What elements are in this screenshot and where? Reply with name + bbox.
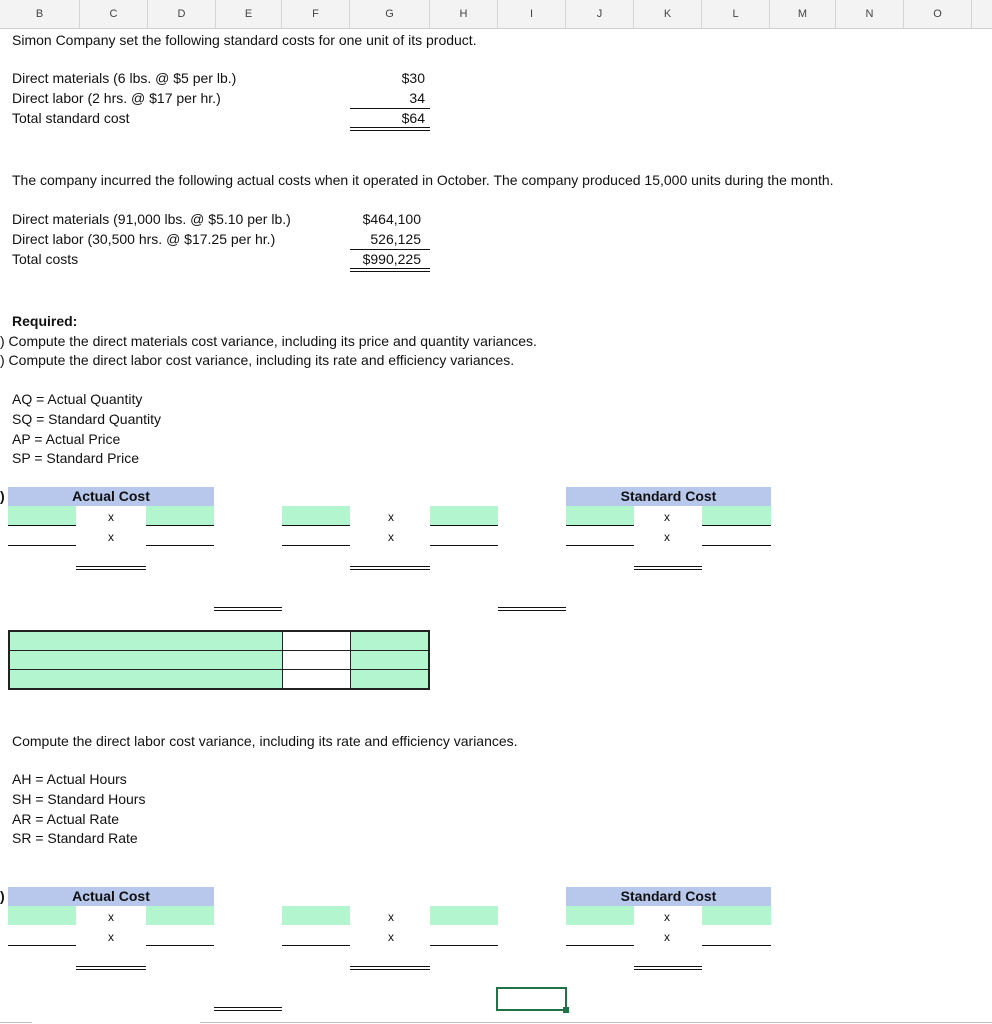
- input-sr[interactable]: [702, 906, 771, 925]
- input-aq-middle-underline: [282, 525, 350, 526]
- rate-variance-line: [214, 1007, 282, 1011]
- act-dl-value: 526,125: [370, 231, 421, 247]
- std-total-double-line: [350, 127, 430, 131]
- input-aq-middle[interactable]: [282, 506, 350, 525]
- times-sign: x: [388, 930, 394, 944]
- labor-actual-cost-header: Actual Cost: [8, 887, 214, 906]
- std-dl-value: 34: [409, 90, 425, 106]
- times-sign: x: [664, 930, 670, 944]
- input-sp-underline: [702, 525, 771, 526]
- labor-middle-total-line: [350, 966, 430, 970]
- column-header-e[interactable]: E: [216, 0, 282, 28]
- act-subtotal-line: [350, 249, 430, 250]
- intro-text: Simon Company set the following standard costs for one unit of its product.: [12, 32, 477, 48]
- times-sign: x: [664, 530, 670, 544]
- required-item-b: ) Compute the direct labor cost variance, including its rate and efficiency variances.: [0, 352, 515, 368]
- labor-row2-line: [702, 945, 771, 946]
- act-dm-value: $464,100: [362, 211, 421, 227]
- column-header-bar: [0, 0, 992, 29]
- legend-sr: SR = Standard Rate: [12, 830, 138, 846]
- input-ap-underline: [146, 525, 214, 526]
- standard-cost-total-line: [634, 566, 702, 570]
- legend-ar: AR = Actual Rate: [12, 811, 120, 827]
- legend-ah: AH = Actual Hours: [12, 771, 127, 787]
- times-sign: x: [108, 530, 114, 544]
- input-sq[interactable]: [566, 506, 634, 525]
- std-total-label: Total standard cost: [12, 110, 130, 126]
- required-item-a: ) Compute the direct materials cost variance, including its price and quantity variances.: [0, 333, 537, 349]
- input-ar[interactable]: [146, 906, 214, 925]
- labor-standard-total-line: [634, 966, 702, 970]
- act-total-label: Total costs: [12, 251, 79, 267]
- column-header-l[interactable]: L: [702, 0, 770, 28]
- labor-standard-cost-header: Standard Cost: [566, 887, 771, 906]
- section-marker-b: ): [0, 888, 5, 904]
- summary-amount-total[interactable]: [282, 669, 351, 689]
- legend-sh: SH = Standard Hours: [12, 791, 146, 807]
- row2-line: [566, 545, 634, 546]
- act-total-double-line: [350, 268, 430, 272]
- column-header-d[interactable]: D: [148, 0, 216, 28]
- times-sign: x: [388, 530, 394, 544]
- column-header-m[interactable]: M: [770, 0, 836, 28]
- legend-aq: AQ = Actual Quantity: [12, 391, 143, 407]
- act-total-value: $990,225: [362, 251, 421, 267]
- column-header-h[interactable]: H: [430, 0, 498, 28]
- materials-summary-table: [8, 630, 430, 690]
- std-total-value: $64: [401, 110, 425, 126]
- input-sh[interactable]: [566, 906, 634, 925]
- row2-line: [8, 545, 76, 546]
- middle-total-line: [350, 566, 430, 570]
- sheet-edge-line: [0, 1022, 32, 1023]
- input-ah-middle[interactable]: [282, 906, 350, 925]
- actual-cost-total-line: [76, 566, 146, 570]
- summary-amount-quantity[interactable]: [282, 650, 351, 670]
- summary-label-price[interactable]: [9, 631, 283, 651]
- summary-label-quantity[interactable]: [9, 650, 283, 670]
- sheet-edge-line: [200, 1022, 992, 1023]
- actual-cost-header: Actual Cost: [8, 487, 214, 506]
- column-header-g[interactable]: G: [350, 0, 430, 28]
- summary-type-price[interactable]: [350, 631, 429, 651]
- labor-actual-total-line: [76, 966, 146, 970]
- summary-label-total[interactable]: [9, 669, 283, 689]
- row2-line: [430, 545, 498, 546]
- labor-row2-line: [282, 945, 350, 946]
- input-sp-middle[interactable]: [430, 506, 498, 525]
- row2-line: [146, 545, 214, 546]
- times-sign: x: [108, 910, 114, 924]
- input-ah[interactable]: [8, 906, 76, 925]
- column-header-o[interactable]: O: [904, 0, 972, 28]
- times-sign: x: [108, 930, 114, 944]
- summary-type-quantity[interactable]: [350, 650, 429, 670]
- labor-row2-line: [8, 945, 76, 946]
- times-sign: x: [664, 910, 670, 924]
- column-header-b[interactable]: B: [0, 0, 80, 28]
- quantity-variance-line: [498, 607, 566, 611]
- input-sr-middle[interactable]: [430, 906, 498, 925]
- act-dm-label: Direct materials (91,000 lbs. @ $5.10 per lb.): [12, 211, 291, 227]
- input-sp[interactable]: [702, 506, 771, 525]
- column-header-n[interactable]: N: [836, 0, 904, 28]
- input-sq-underline: [566, 525, 634, 526]
- input-ap[interactable]: [146, 506, 214, 525]
- column-header-i[interactable]: I: [498, 0, 566, 28]
- act-dl-label: Direct labor (30,500 hrs. @ $17.25 per hr.): [12, 231, 276, 247]
- fill-handle[interactable]: [563, 1007, 569, 1013]
- legend-sp: SP = Standard Price: [12, 450, 139, 466]
- labor-row2-line: [430, 945, 498, 946]
- times-sign: x: [664, 510, 670, 524]
- standard-cost-header: Standard Cost: [566, 487, 771, 506]
- summary-amount-price[interactable]: [282, 631, 351, 651]
- times-sign: x: [388, 510, 394, 524]
- legend-sq: SQ = Standard Quantity: [12, 411, 162, 427]
- column-header-k[interactable]: K: [634, 0, 702, 28]
- labor-heading: Compute the direct labor cost variance, including its rate and efficiency variances.: [12, 733, 518, 749]
- column-header-j[interactable]: J: [566, 0, 634, 28]
- input-sp-middle-underline: [430, 525, 498, 526]
- std-dl-label: Direct labor (2 hrs. @ $17 per hr.): [12, 90, 221, 106]
- actual-intro-text: The company incurred the following actual costs when it operated in October. The company produced 15,000 units during the month.: [12, 172, 834, 188]
- times-sign: x: [108, 510, 114, 524]
- std-subtotal-line: [350, 108, 430, 109]
- section-marker-a: ): [0, 488, 5, 504]
- column-header-f[interactable]: F: [282, 0, 350, 28]
- selected-cell[interactable]: [496, 987, 567, 1011]
- labor-row2-line: [566, 945, 634, 946]
- required-heading: Required:: [12, 313, 78, 329]
- summary-type-total[interactable]: [350, 669, 429, 689]
- column-header-c[interactable]: C: [80, 0, 148, 28]
- input-aq[interactable]: [8, 506, 76, 525]
- row2-line: [282, 545, 350, 546]
- std-dm-label: Direct materials (6 lbs. @ $5 per lb.): [12, 70, 237, 86]
- std-dm-value: $30: [401, 70, 425, 86]
- times-sign: x: [388, 910, 394, 924]
- row2-line: [702, 545, 771, 546]
- input-aq-underline: [8, 525, 76, 526]
- legend-ap: AP = Actual Price: [12, 431, 121, 447]
- price-variance-line: [214, 607, 282, 611]
- labor-row2-line: [146, 945, 214, 946]
